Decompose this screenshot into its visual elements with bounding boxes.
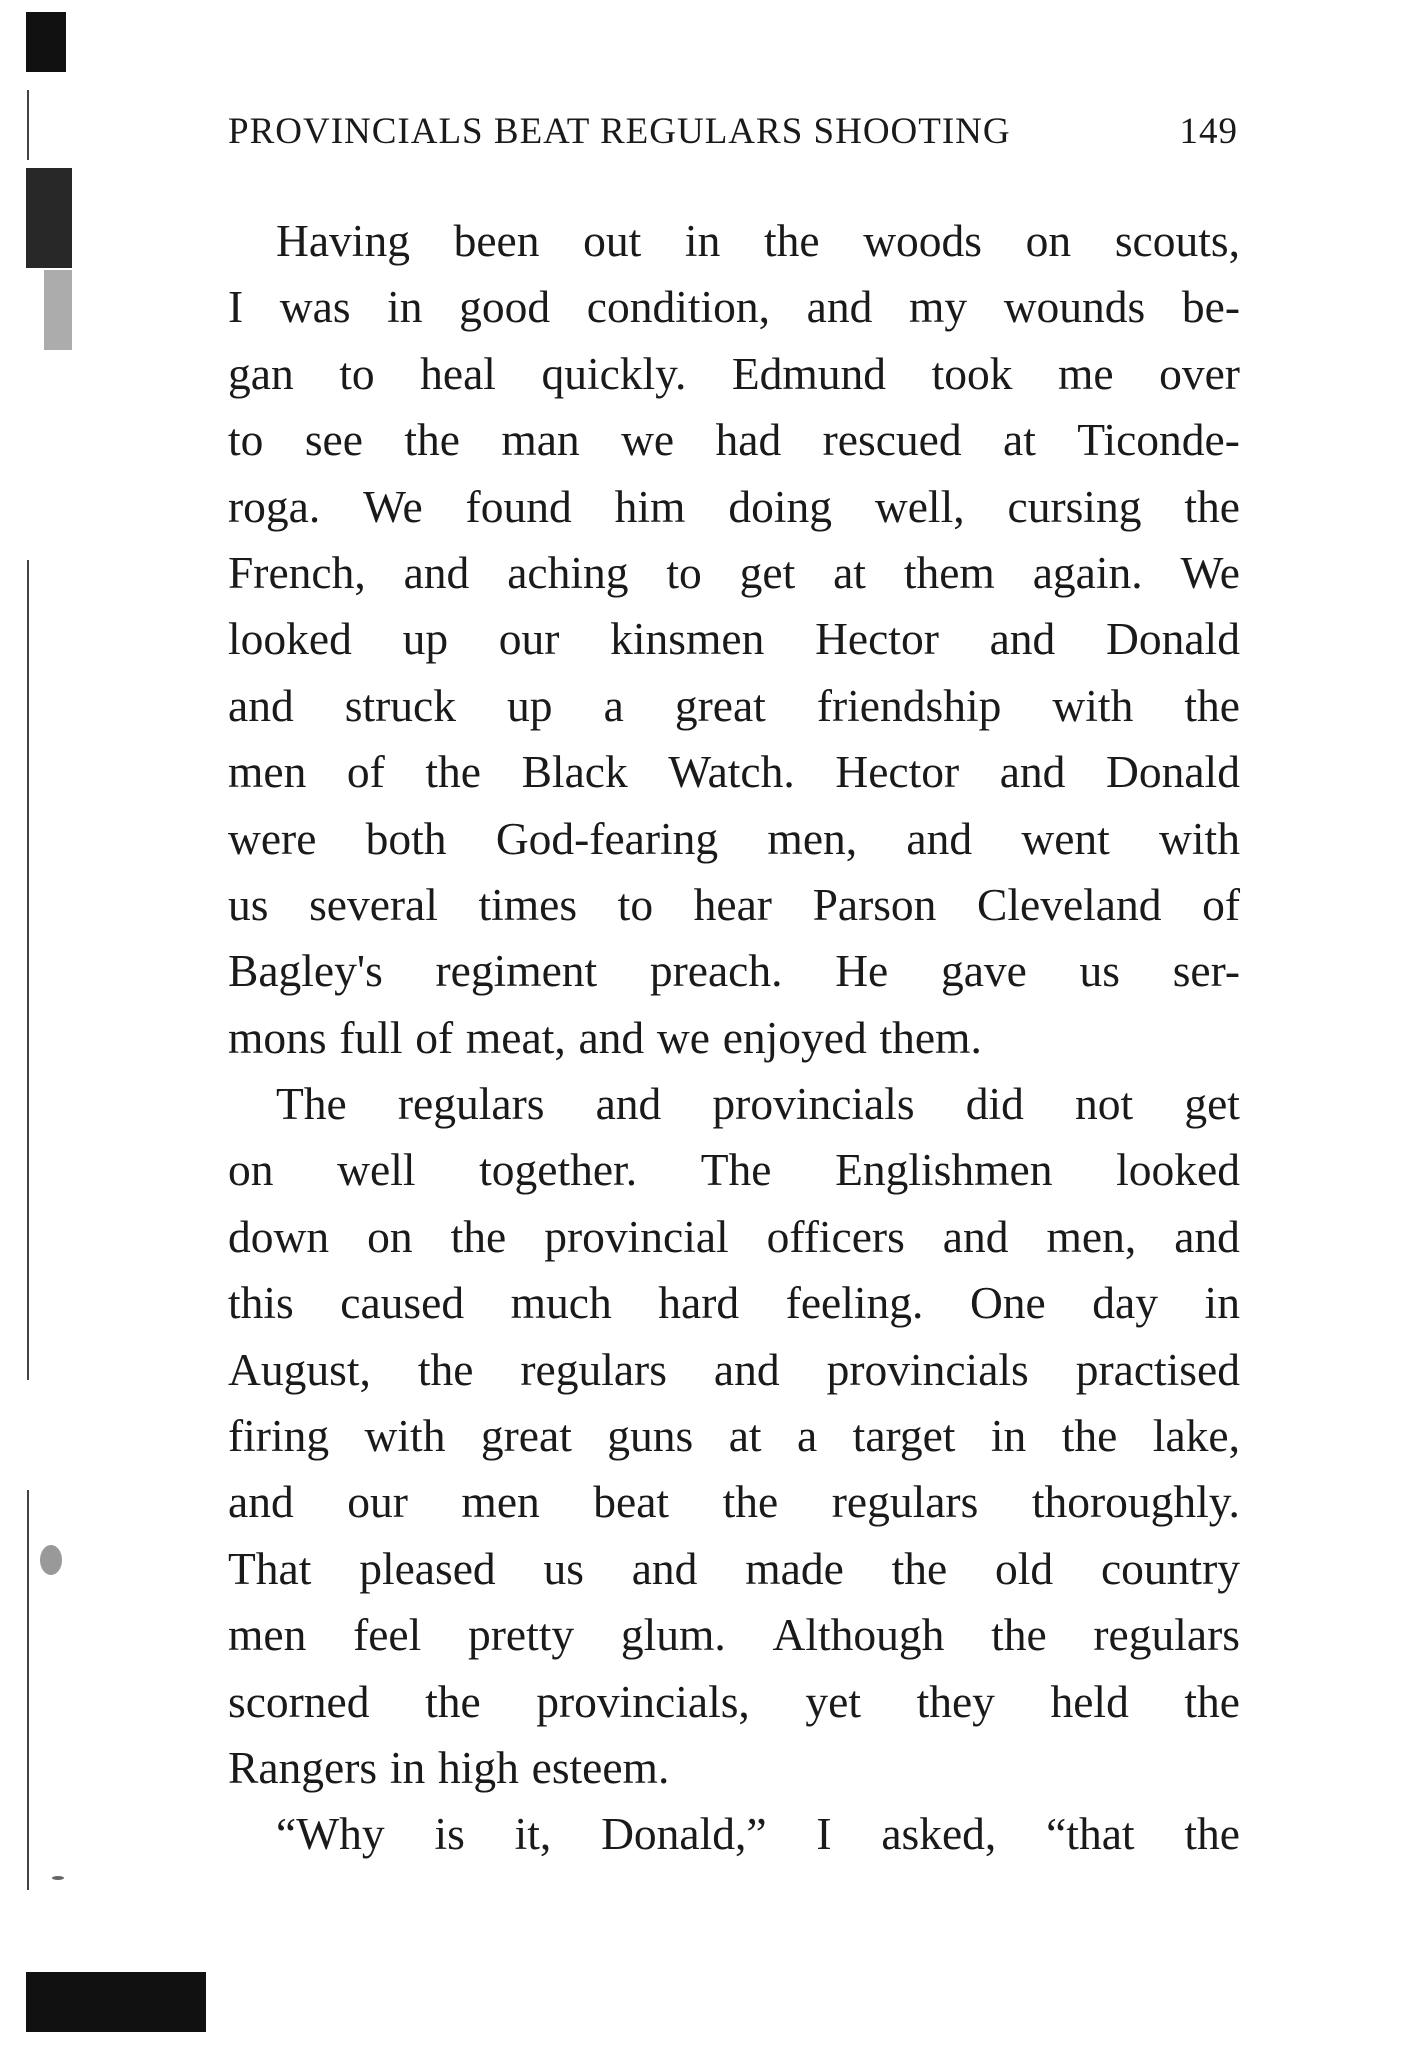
paragraph bbox=[228, 1071, 1240, 1801]
body-text bbox=[228, 208, 1240, 1868]
text-line: French, and aching to get at them again. We bbox=[228, 546, 1240, 598]
running-head bbox=[228, 100, 1240, 164]
scan-speck bbox=[40, 1545, 62, 1575]
paragraph bbox=[228, 1801, 1240, 1867]
text-line: roga. We found him doing well, cursing the bbox=[228, 480, 1240, 532]
text-line: gan to heal quickly. Edmund took me over bbox=[228, 347, 1240, 399]
text-line: I was in good condition, and my wounds be- bbox=[228, 281, 1240, 333]
text-line: scorned the provincials, yet they held the bbox=[228, 1675, 1240, 1727]
text-line: looked up our kinsmen Hector and Donald bbox=[228, 613, 1240, 665]
text-line: “Why is it, Donald,” I asked, “that the bbox=[276, 1808, 1240, 1860]
scan-shadow-smudge bbox=[44, 270, 72, 350]
page-edge-line bbox=[27, 1490, 29, 1890]
text-line: this caused much hard feeling. One day in bbox=[228, 1277, 1240, 1329]
text-line: August, the regulars and provincials practised bbox=[228, 1343, 1240, 1395]
scan-shadow-bottom bbox=[26, 1972, 206, 2032]
text-line: Bagley's regiment preach. He gave us ser- bbox=[228, 945, 1240, 997]
text-line: Having been out in the woods on scouts, bbox=[276, 215, 1240, 266]
text-line: The regulars and provincials did not get bbox=[276, 1078, 1240, 1130]
page-edge-line bbox=[27, 90, 29, 160]
scan-shadow-top bbox=[26, 12, 66, 72]
text-line: down on the provincial officers and men, and bbox=[228, 1210, 1240, 1262]
text-line: mons full of meat, and we enjoyed them. bbox=[228, 1011, 982, 1063]
text-line: on well together. The Englishmen looked bbox=[228, 1144, 1240, 1196]
text-line: men feel pretty glum. Although the regulars bbox=[228, 1609, 1240, 1661]
text-line: firing with great guns at a target in the lake, bbox=[228, 1410, 1240, 1462]
text-line: to see the man we had rescued at Ticonde- bbox=[228, 414, 1240, 466]
running-head-title: PROVINCIALS BEAT REGULARS SHOOTING bbox=[228, 111, 1011, 152]
scan-speck bbox=[52, 1876, 64, 1880]
text-line: and struck up a great friendship with the bbox=[228, 679, 1240, 731]
scan-shadow-upper bbox=[26, 168, 72, 268]
text-line: men of the Black Watch. Hector and Donald bbox=[228, 746, 1240, 798]
text-line: us several times to hear Parson Cleveland of bbox=[228, 878, 1240, 930]
page-edge-line bbox=[27, 560, 29, 1380]
text-line: Rangers in high esteem. bbox=[228, 1741, 670, 1793]
text-line: were both God-fearing men, and went with bbox=[228, 812, 1240, 864]
text-line: and our men beat the regulars thoroughly. bbox=[228, 1476, 1240, 1528]
paragraph bbox=[228, 208, 1240, 1071]
text-line: That pleased us and made the old country bbox=[228, 1542, 1240, 1594]
page-number: 149 bbox=[1179, 111, 1238, 152]
scanned-margin bbox=[0, 0, 240, 2047]
book-page bbox=[228, 100, 1240, 1868]
